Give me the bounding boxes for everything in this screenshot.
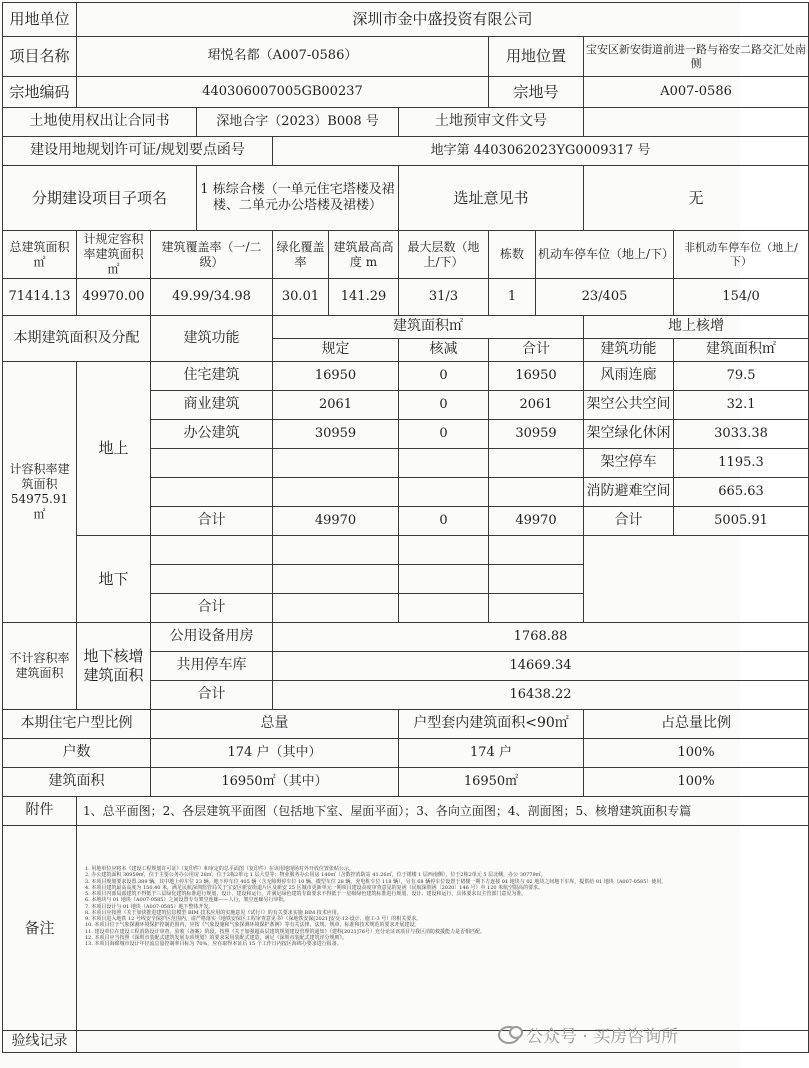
indicator-header: 栋数 [489,231,536,279]
area-specified [273,478,399,507]
below-cell [399,594,489,623]
land-location-value: 宝安区新安街道前进一路与裕安二路交汇处南侧 [584,37,809,77]
attachment-value: 1、总平面图；2、各层建筑平面图（包括地下室、屋面平面）；3、各向立面图；4、剖面图；5、核增建筑面积专篇 [77,797,809,826]
inspection-record-label: 验线记录 [3,1031,77,1053]
remark-note: 1. 用地单位应将本《建设工程规划许可证》（复印件）和审定的总平面图（复印件）在该用地现场对外开放位置张贴公示。 [85,866,354,872]
remark-note: 3. 本项目规划要求设置 389 辆，其中地上停车位 23 辆，地下停车位 405 辆（含无障碍停车位 10 辆、微型车位 28 辆、充电桩车位 118 辆），另有 68 辆停车位设置于裙楼一期下方连接 01 地块与 02 地块之间地下车库，提供给 01 地块（A007-0585）使用。 [85,878,667,885]
wechat-icon [498,1026,520,1044]
specified-column-header: 规定 [273,339,399,362]
area-deducted: 0 [399,420,489,449]
area-total [489,449,584,478]
area-total: 30959 [489,420,584,449]
above-ground-label: 地上 [77,362,151,536]
bonus-area: 32.1 [674,391,809,420]
land-contract-label: 土地使用权出让合同书 [3,108,197,137]
bonus-area: 1195.3 [674,449,809,478]
planning-permit-label: 建设用地规划许可证/规划要点函号 [3,137,273,166]
indicator-value: 49.99/34.98 [151,279,273,316]
remark-note: 8. 本项目应按照《关于加快推进建筑信息模型 BIM 技术应用的实施意见（试行）》的有关要求实施 BIM 技术应用。 [85,909,342,916]
indicator-header: 总建筑面积㎡ [3,231,77,279]
indicator-value: 30.01 [273,279,329,316]
indicator-header: 非机动车停车位（地上/下） [674,231,809,279]
non-far-function-sum: 合计 [151,681,273,710]
area-deducted: 0 [399,362,489,391]
area-specified: 2061 [273,391,399,420]
below-cell [273,565,399,594]
indicator-value: 141.29 [329,279,399,316]
below-cell [489,594,584,623]
above-bonus-header: 地上核增 [584,316,809,339]
building-function-header: 建筑功能 [151,316,273,362]
below-cell [399,565,489,594]
area-specified: 16950 [273,362,399,391]
bonus-function: 架空停车 [584,449,674,478]
area-function [151,449,273,478]
bonus-area: 3033.38 [674,420,809,449]
non-far-label: 不计容积率建筑面积 [3,623,77,710]
housing-area-small: 16950㎡ [399,768,584,797]
bonus-function: 架空绿化休闲 [584,420,674,449]
indicator-header: 计规定容积率建筑面积㎡ [77,231,151,279]
permit-table [2,2,809,1053]
indicator-header: 绿化覆盖率 [273,231,329,279]
remark-note: 7. 本项目设计与 01 地块（A007-0585）地下整体开发。 [85,903,214,910]
below-cell [489,536,584,565]
land-location-label: 用地位置 [489,37,584,77]
housing-small-header: 户型套内建筑面积<90㎡ [399,710,584,739]
bonus-function: 风雨连廊 [584,362,674,391]
indicator-header: 建筑最高高度 m [329,231,399,279]
area-function: 商业建筑 [151,391,273,420]
area-total: 16950 [489,362,584,391]
bonus-function: 消防避难空间 [584,478,674,507]
bonus-area: 665.63 [674,478,809,507]
remark-note: 2. 办公建筑面积 30959㎡，位于主要公务办公用房 28㎡，位于2栋2单元 1 层大堂等；物业服务办公用房 140㎡（含数控消防站 41.26㎡，位于裙楼 1 层西南侧），位于2栋2单元 5 层北侧，办公 30779㎡。 [85,872,546,879]
area-total-sum: 49970 [489,507,584,536]
watermark-text: 公众号 · 买房咨询所 [526,1027,679,1047]
area-deducted [399,478,489,507]
non-far-function: 共用停车库 [151,652,273,681]
remark-note: 13. 本项目海绵城市设计年径流总量控制率目标为 70%，应在取得本证后 15 个工作日内按区海绵办要求进行报备。 [85,941,342,947]
below-cell [399,536,489,565]
indicator-value: 23/405 [536,279,674,316]
area-specified-sum: 49970 [273,507,399,536]
below-cell [151,536,273,565]
remark-note: 9. 本项目进入地铁 12 号线安全保护区范围内，请严格落实《地铁安保区工程审查意见书》（深地铁安保[2021]安交-12-设计、施工-3 号）的相关要求。 [85,916,422,922]
site-opinion-label: 选址意见书 [399,166,584,231]
bonus-area: 79.5 [674,362,809,391]
land-user-label: 用地单位 [3,3,77,37]
bonus-function: 架空公共空间 [584,391,674,420]
area-function [151,478,273,507]
bonus-area-header: 建筑面积㎡ [674,339,809,362]
area-deducted-sum: 0 [399,507,489,536]
watermark [498,1022,678,1047]
area-total [489,478,584,507]
non-far-value: 14669.34 [273,652,809,681]
bonus-function-sum: 合计 [584,507,674,536]
below-bonus-cell [584,536,809,623]
indicator-header: 建筑覆盖率（一/二级） [151,231,273,279]
parcel-code-value: 440306007005GB00237 [77,77,489,108]
housing-area-label: 建筑面积 [3,768,151,797]
remark-note: 5. 本项目内部局部建筑不得低于三层绿化建筑标准进行规划、设计、建设和运行，并满足绿色建筑专篇要求不得低于一星级绿色建筑标准进行规划、设计、建设和运行，具体要求以主管部门意见为准。 [85,891,527,897]
non-far-value-sum: 16438.22 [273,681,809,710]
housing-ratio-header: 占总量比例 [584,710,809,739]
planning-permit-value: 地字第 4403062023YG0009317 号 [273,137,809,166]
indicator-header: 机动车停车位（地上/下） [536,231,674,279]
area-function: 办公建筑 [151,420,273,449]
indicator-value: 1 [489,279,536,316]
floor-area-header: 建筑面积㎡ [273,316,584,339]
area-deducted [399,449,489,478]
subproject-value: 1 栋综合楼（一单元住宅塔楼及裙楼、二单元办公塔楼及裙楼） [197,166,399,231]
below-cell [151,565,273,594]
deducted-column-header: 核减 [399,339,489,362]
remark-note: 6. 本地块与 01 地块（A007-0585）之间设置专有架空连廊——人行，架空连廊另行审批。 [85,897,289,904]
remarks-label: 备注 [3,826,77,1031]
bonus-area-sum: 5005.91 [674,507,809,536]
indicator-header: 最大层数（地上/下） [399,231,489,279]
non-far-value: 1768.88 [273,623,809,652]
area-section-label: 本期建筑面积及分配 [3,316,151,362]
household-count-small: 174 户 [399,739,584,768]
remark-note: 4. 本项目建筑最高高度为 150.40 米，满足民航深圳监管局关于宝安区新安街道片区及新安 25 区城市更新单元一期项目建设高度审查意见的复函（民航深圳函〔2020〕146 号）中 120 米航空限高的要求。 [85,884,544,891]
attachment-label: 附件 [3,797,77,826]
indicator-value: 154/0 [674,279,809,316]
remark-note: 10. 本项目位于气象探测环境保护控制范围内，应按《气象设施和气象探测环境保护条例》等有关法律、法规、规章、标准和技术规范的要求开展建设。 [85,922,420,929]
area-total: 2061 [489,391,584,420]
parcel-code-label: 宗地编码 [3,77,77,108]
area-deducted: 0 [399,391,489,420]
remark-note: 12. 本项目应当按照《深圳市装配式建筑发展专项规划》的要求采用装配式建造，满足《深圳市装配式建筑评分规则》。 [85,934,348,941]
non-far-function: 公用设备用房 [151,623,273,652]
below-cell [273,536,399,565]
housing-total-header: 总量 [151,710,399,739]
indicator-value: 31/3 [399,279,489,316]
underground-bonus-label: 地下核增建筑面积 [77,623,151,710]
subproject-label: 分期建设项目子项名 [3,166,197,231]
far-area-label: 计容积率建筑面积 54975.91㎡ [3,362,77,623]
housing-area-total: 16950㎡（其中） [151,768,399,797]
housing-area-ratio: 100% [584,768,809,797]
household-count-label: 户数 [3,739,151,768]
parcel-number-label: 宗地号 [489,77,584,108]
area-function-sum: 合计 [151,507,273,536]
land-user-value: 深圳市金中盛投资有限公司 [77,3,809,37]
area-specified: 30959 [273,420,399,449]
pre-review-label: 土地预审文件文号 [399,108,584,137]
total-column-header: 合计 [489,339,584,362]
housing-ratio-label: 本期住宅户型比例 [3,710,151,739]
indicator-value: 71414.13 [3,279,77,316]
land-contract-value: 深地合字（2023）B008 号 [197,108,399,137]
below-sum-label: 合计 [151,594,273,623]
area-function: 住宅建筑 [151,362,273,391]
pre-review-value [584,108,809,137]
bonus-function-header: 建筑功能 [584,339,674,362]
below-cell [273,594,399,623]
below-cell [489,565,584,594]
site-opinion-value: 无 [584,166,809,231]
project-name-value: 珺悦名都（A007-0586） [77,37,489,77]
indicator-value: 49970.00 [77,279,151,316]
inspection-record-value [77,1031,809,1053]
parcel-number-value: A007-0586 [584,77,809,108]
remarks-notes [77,826,809,1031]
below-ground-label: 地下 [77,536,151,623]
household-count-total: 174 户（其中） [151,739,399,768]
household-count-ratio: 100% [584,739,809,768]
area-specified [273,449,399,478]
remark-note: 11. 建设单位在建设工程消防设计审查、验收（备案）阶段，按照《关于加强超高层建筑规划建设管理的通知》（建科[2021]76号）充分论证该项目与我区消防救援能力是否相匹配。 [85,928,486,935]
project-name-label: 项目名称 [3,37,77,77]
